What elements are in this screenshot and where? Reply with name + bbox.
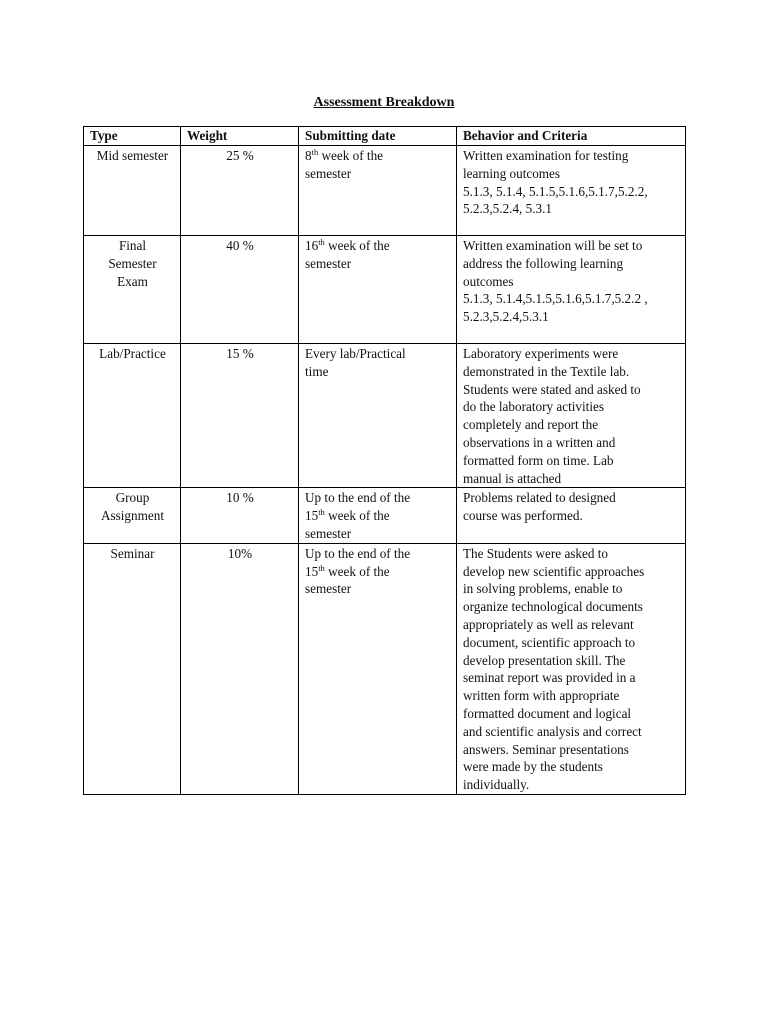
criteria-line: address the following learning: [463, 255, 624, 271]
date-line: semester: [305, 165, 352, 181]
table-row: [84, 488, 686, 543]
date-ordinal: 15: [305, 563, 319, 579]
date-text: week of the: [324, 563, 390, 579]
date-ordinal-suffix: th: [311, 147, 319, 157]
type-line: Lab/Practice: [99, 346, 166, 361]
cell-submitting-date: [299, 488, 457, 543]
cell-weight: 25 %: [181, 146, 299, 236]
date-line: Every lab/Practical: [305, 346, 406, 361]
date-line: time: [305, 363, 329, 379]
date-ordinal: 16: [305, 238, 319, 253]
criteria-line: were made by the students: [463, 759, 603, 775]
criteria-line: answers. Seminar presentations: [463, 741, 629, 757]
date-line: semester: [305, 525, 352, 541]
date-ordinal-suffix: th: [318, 237, 325, 247]
date-text: week of the: [318, 148, 384, 163]
criteria-line: document, scientific approach to: [463, 634, 636, 650]
date-text: week of the: [324, 508, 390, 524]
cell-type: [84, 146, 181, 236]
date-text: week of the: [324, 238, 390, 253]
date-line: Up to the end of the: [305, 490, 411, 506]
criteria-line: appropriately as well as relevant: [463, 616, 634, 632]
date-line: semester: [305, 255, 352, 271]
criteria-line: 5.1.3, 5.1.4, 5.1.5,5.1.6,5.1.7,5.2.2,: [463, 183, 648, 199]
criteria-line: Students were stated and asked to: [463, 381, 641, 397]
cell-weight: 40 %: [181, 236, 299, 344]
criteria-line: written form with appropriate: [463, 688, 620, 704]
criteria-line: course was performed.: [463, 508, 583, 524]
criteria-line: 5.2.3,5.2.4,5.3.1: [463, 309, 549, 325]
date-line: [305, 563, 451, 581]
type-line: Mid semester: [96, 148, 169, 163]
type-line: Final: [118, 238, 147, 253]
table-row: [84, 236, 686, 344]
cell-submitting-date: [299, 236, 457, 344]
type-line: Assignment: [100, 508, 164, 524]
type-line: Exam: [117, 273, 148, 289]
header-type: Type: [84, 127, 181, 146]
criteria-line: Laboratory experiments were: [463, 346, 619, 361]
criteria-line: do the laboratory activities: [463, 399, 604, 415]
criteria-line: and scientific analysis and correct: [463, 723, 642, 739]
date-line: semester: [305, 581, 352, 597]
header-weight: Weight: [181, 127, 299, 146]
cell-type: [84, 543, 181, 794]
criteria-line: outcomes: [463, 273, 514, 289]
criteria-line: observations in a written and: [463, 434, 616, 450]
date-line: Up to the end of the: [305, 545, 411, 561]
criteria-line: seminat report was provided in a: [463, 670, 636, 686]
date-ordinal: 15: [305, 508, 319, 524]
date-ordinal-suffix: th: [318, 507, 325, 518]
date-ordinal: 8: [305, 148, 312, 163]
table-header-row: [84, 127, 686, 146]
cell-weight: 10 %: [181, 488, 299, 543]
table-row: [84, 344, 686, 488]
cell-criteria: [457, 344, 686, 488]
criteria-line: demonstrated in the Textile lab.: [463, 363, 630, 379]
cell-criteria: [457, 146, 686, 236]
criteria-line: learning outcomes: [463, 165, 561, 181]
criteria-line: 5.2.3,5.2.4, 5.3.1: [463, 201, 553, 217]
assessment-table: [83, 126, 686, 795]
table-row: [84, 543, 686, 794]
criteria-line: formatted document and logical: [463, 705, 632, 721]
criteria-line: develop new scientific approaches: [463, 563, 645, 579]
criteria-line: 5.1.3, 5.1.4,5.1.5,5.1.6,5.1.7,5.2.2 ,: [463, 291, 648, 307]
criteria-line: individually.: [463, 777, 530, 793]
cell-submitting-date: [299, 146, 457, 236]
cell-criteria: [457, 488, 686, 543]
cell-weight: 15 %: [181, 344, 299, 488]
header-behavior-criteria: Behavior and Criteria: [457, 127, 686, 146]
type-line: Semester: [108, 255, 157, 271]
date-line: [305, 237, 451, 255]
type-line: Group: [115, 490, 150, 506]
date-ordinal-suffix: th: [318, 562, 325, 573]
cell-criteria: [457, 543, 686, 794]
cell-criteria: [457, 236, 686, 344]
criteria-line: formatted form on time. Lab: [463, 452, 614, 468]
criteria-line: Written examination for testing: [463, 148, 629, 163]
document-title: Assessment Breakdown: [313, 95, 455, 110]
cell-type: [84, 236, 181, 344]
criteria-line: Written examination will be set to: [463, 238, 643, 253]
criteria-line: in solving problems, enable to: [463, 581, 623, 597]
cell-submitting-date: [299, 543, 457, 794]
criteria-line: organize technological documents: [463, 599, 643, 615]
cell-type: [84, 344, 181, 488]
date-line: [305, 507, 451, 525]
cell-submitting-date: [299, 344, 457, 488]
table-row: [84, 146, 686, 236]
criteria-line: develop presentation skill. The: [463, 652, 626, 668]
criteria-line: completely and report the: [463, 417, 599, 433]
header-submitting-date: Submitting date: [299, 127, 457, 146]
cell-type: [84, 488, 181, 543]
type-line: Seminar: [110, 545, 155, 561]
criteria-line: manual is attached: [463, 470, 562, 486]
criteria-line: The Students were asked to: [463, 545, 609, 561]
cell-weight: 10%: [181, 543, 299, 794]
date-line: [305, 147, 451, 165]
criteria-line: Problems related to designed: [463, 490, 616, 506]
